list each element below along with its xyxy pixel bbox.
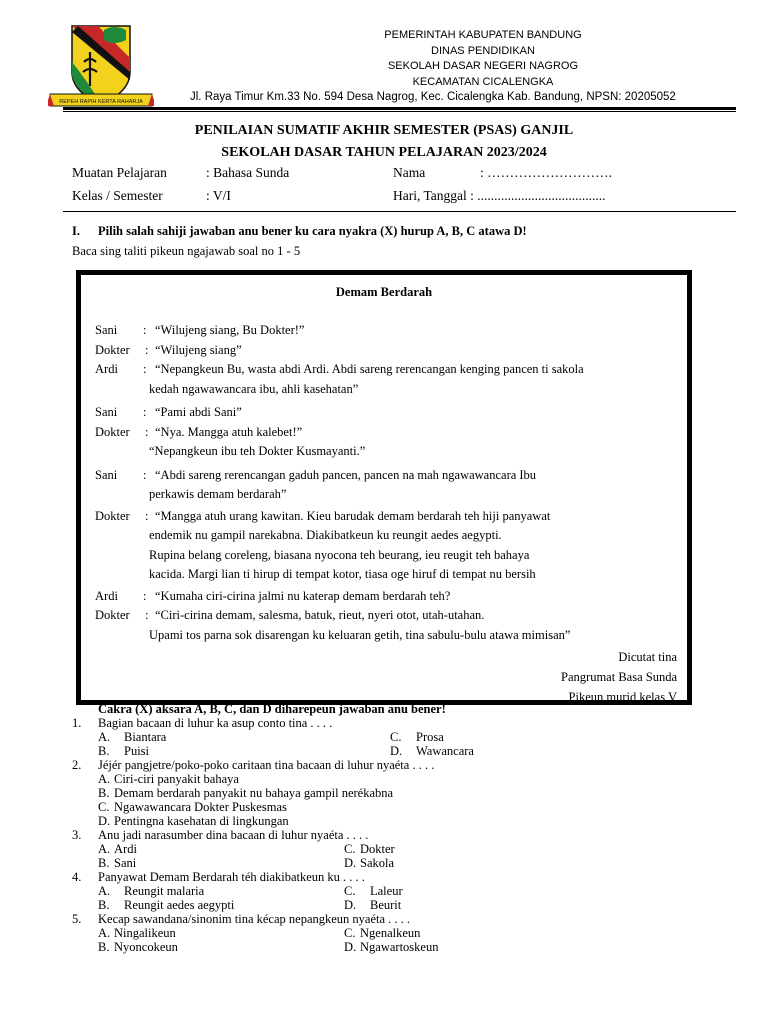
dialog-line: [95, 341, 675, 361]
option-text: Sakola: [360, 856, 395, 870]
question-prompt: Jéjér pangjetre/poko-poko caritaan tina bacaan di luhur nyaéta . . . .: [98, 758, 435, 772]
section-heading: [72, 224, 527, 239]
question-item: [72, 870, 712, 912]
answer-options: [72, 926, 712, 954]
answer-option[interactable]: [98, 926, 344, 940]
dialog-colon: :: [143, 362, 147, 376]
answer-option[interactable]: [98, 842, 344, 856]
answer-options: [72, 884, 712, 912]
question-number: 1.: [72, 716, 82, 730]
option-letter: A.: [98, 842, 111, 856]
option-letter: C.: [344, 884, 356, 898]
dialog-continuation: Rupina belang coreleng, biasana nyocona teh beurang, ieu reugit teh bahaya: [149, 547, 530, 562]
exam-title: PENILAIAN SUMATIF AKHIR SEMESTER (PSAS) GANJIL: [194, 123, 574, 138]
dialog-colon: :: [143, 405, 147, 419]
speaker-name: Sani: [95, 467, 118, 482]
letterhead-line-3: SEKOLAH DASAR NEGERI NAGROG: [387, 60, 579, 72]
subject-value: : Bahasa Sunda: [206, 165, 290, 180]
answer-option[interactable]: [344, 926, 544, 940]
option-text: Reungit aedes aegypti: [124, 898, 235, 912]
answer-option[interactable]: [98, 940, 344, 954]
dialog-line: [95, 606, 675, 626]
option-text: Reungit malaria: [124, 884, 205, 898]
option-letter: A.: [98, 772, 111, 786]
option-text: Prosa: [416, 730, 444, 744]
speaker-name: Sani: [95, 405, 118, 419]
date-field: Hari, Tanggal : ......................................: [393, 188, 606, 203]
option-text: Beurit: [370, 898, 402, 912]
dialog-colon: :: [143, 467, 147, 482]
question-text: [72, 828, 712, 842]
speaker-name: Dokter: [95, 508, 130, 523]
option-text: Demam berdarah panyakit nu bahaya gampil nerékabna: [114, 786, 394, 800]
option-letter: C.: [344, 842, 356, 856]
subject-label: Muatan Pelajaran: [72, 165, 167, 180]
dialog-colon: :: [145, 508, 149, 523]
question-number: 4.: [72, 870, 82, 884]
dialog-line: [95, 507, 675, 527]
option-letter: B.: [98, 856, 110, 870]
letterhead: [160, 28, 756, 105]
name-field: : ……………………….: [480, 165, 613, 180]
reading-source: [561, 647, 677, 705]
dialog-utterance: “Nya. Mangga atuh kalebet!”: [155, 424, 303, 439]
question-text: [72, 870, 712, 884]
option-text: Ngenalkeun: [360, 926, 421, 940]
answer-option[interactable]: [98, 814, 712, 828]
letterhead-line-1: PEMERINTAH KABUPATEN BANDUNG: [384, 29, 582, 41]
dialog-colon: :: [145, 424, 149, 439]
option-letter: A.: [98, 926, 111, 940]
source-line-2: Pangrumat Basa Sunda: [561, 670, 677, 684]
answer-option[interactable]: [98, 898, 344, 912]
exam-subtitle: SEKOLAH DASAR TAHUN PELAJARAN 2023/2024: [221, 145, 547, 160]
answer-option[interactable]: [344, 842, 544, 856]
question-number: 2.: [72, 758, 82, 772]
dialog-line: [95, 466, 675, 486]
speaker-name: Ardi: [95, 588, 118, 603]
option-letter: D.: [344, 898, 357, 912]
answer-option[interactable]: [98, 786, 712, 800]
source-line-1: Dicutat tina: [618, 650, 677, 664]
option-letter: B.: [98, 940, 110, 954]
dialog-colon: :: [143, 323, 147, 337]
kabupaten-bandung-logo: [48, 22, 154, 110]
letterhead-line-2: DINAS PENDIDIKAN: [431, 44, 535, 57]
option-text: Biantara: [124, 730, 167, 744]
dialog-continuation: “Nepangkeun ibu teh Dokter Kusmayanti.”: [149, 444, 366, 458]
question-text: [72, 758, 712, 772]
answer-option[interactable]: [390, 730, 590, 744]
option-text: Ngawartoskeun: [360, 940, 439, 954]
dialog-utterance: “Wilujeng siang, Bu Dokter!”: [155, 323, 305, 337]
class-value: : V/I: [206, 188, 231, 203]
dialog-colon: :: [143, 588, 147, 603]
option-letter: B.: [98, 744, 110, 758]
option-text: Wawancara: [416, 744, 474, 758]
option-text: Ningalikeun: [114, 926, 176, 940]
dialog-continuation: endemik nu gampil narekabna. Diakibatkeun ku reungit aedes aegypti.: [149, 528, 502, 542]
dialog-utterance: “Mangga atuh urang kawitan. Kieu barudak demam berdarah teh hiji panyawat: [155, 508, 551, 523]
header-divider: [63, 107, 736, 110]
option-letter: C.: [98, 800, 110, 814]
speaker-name: Dokter: [95, 342, 130, 357]
question-item: [72, 758, 712, 828]
letterhead-address: Jl. Raya Timur Km.33 No. 594 Desa Nagrog, Kec. Cicalengka Kab. Bandung, NPSN: 20205052: [190, 91, 676, 103]
reading-title: Demam Berdarah: [335, 285, 433, 299]
option-letter: B.: [98, 786, 110, 800]
dialog: [95, 321, 675, 645]
question-text: [72, 716, 712, 730]
name-label: Nama: [393, 165, 426, 180]
dialog-line: [95, 403, 675, 423]
dialog-line: [95, 321, 675, 341]
question-prompt: Bagian bacaan di luhur ka asup conto tina . . . .: [98, 716, 333, 730]
question-prompt: Anu jadi narasumber dina bacaan di luhur nyaéta . . . .: [98, 828, 369, 842]
speaker-name: Sani: [95, 323, 118, 337]
option-letter: D.: [390, 744, 403, 758]
answer-option[interactable]: [344, 940, 544, 954]
answer-option[interactable]: [98, 856, 344, 870]
question-item: [72, 912, 712, 954]
option-letter: C.: [390, 730, 402, 744]
dialog-utterance: “Wilujeng siang”: [155, 342, 242, 357]
answer-options: [72, 730, 712, 758]
option-text: Nyoncokeun: [114, 940, 178, 954]
option-text: Pentingna kasehatan di lingkungan: [114, 814, 289, 828]
answer-options: [72, 772, 712, 828]
answer-option[interactable]: [344, 856, 544, 870]
answer-options: [72, 842, 712, 870]
dialog-continuation: kedah ngawawancara ibu, ahli kasehatan”: [149, 381, 359, 396]
answer-option[interactable]: [390, 744, 590, 758]
meta-divider: [63, 211, 736, 212]
option-letter: A.: [98, 730, 111, 744]
logo-motto: REPEH RAPIH KERTA RAHARJA: [59, 99, 143, 105]
answer-option[interactable]: [344, 884, 544, 898]
header-divider-thin: [63, 111, 736, 112]
questions-instruction: Cakra (X) aksara A, B, C, dan D diharepeun jawaban anu bener!: [98, 702, 446, 716]
option-text: Puisi: [124, 744, 150, 758]
answer-option[interactable]: [98, 884, 344, 898]
speaker-name: Dokter: [95, 424, 130, 439]
dialog-line: [95, 587, 675, 607]
question-number: 3.: [72, 828, 82, 842]
option-letter: C.: [344, 926, 356, 940]
option-letter: A.: [98, 884, 111, 898]
question-prompt: Kecap sawandana/sinonim tina kécap nepangkeun nyaéta . . . .: [98, 912, 411, 926]
dialog-colon: :: [145, 342, 149, 357]
dialog-line: [95, 423, 675, 443]
option-text: Ardi: [114, 842, 137, 856]
answer-option[interactable]: [98, 800, 712, 814]
question-number: 5.: [72, 912, 82, 926]
option-text: Laleur: [370, 884, 403, 898]
dialog-utterance: “Nepangkeun Bu, wasta abdi Ardi. Abdi sareng rerencangan kenging pancen ti sakola: [155, 362, 584, 376]
reading-passage-box: [76, 270, 692, 705]
option-letter: D.: [344, 940, 357, 954]
question-text: [72, 912, 712, 926]
option-text: Ciri-ciri panyakit bahaya: [114, 772, 239, 786]
dialog-utterance: “Abdi sareng rerencangan gaduh pancen, pancen na mah ngawawancara Ibu: [155, 467, 537, 482]
answer-option[interactable]: [98, 772, 712, 786]
option-text: Sani: [114, 856, 137, 870]
answer-option[interactable]: [344, 898, 544, 912]
option-text: Ngawawancara Dokter Puskesmas: [114, 800, 287, 814]
dialog-line: [95, 360, 675, 380]
dialog-continuation: perkawis demam berdarah”: [149, 487, 287, 501]
dialog-colon: :: [145, 608, 149, 622]
option-text: Dokter: [360, 842, 395, 856]
class-label: Kelas / Semester: [72, 188, 163, 203]
dialog-utterance: “Ciri-cirina demam, salesma, batuk, rieut, nyeri otot, utah-utahan.: [155, 608, 485, 622]
question-item: [72, 828, 712, 870]
section-number: I.: [72, 224, 80, 238]
source-line-3: Pikeun murid kelas V: [568, 690, 677, 704]
answer-option[interactable]: [98, 744, 390, 758]
question-list: [72, 716, 712, 954]
speaker-name: Dokter: [95, 608, 130, 622]
option-letter: D.: [98, 814, 111, 828]
option-letter: D.: [344, 856, 357, 870]
question-prompt: Panyawat Demam Berdarah téh diakibatkeun ku . . . .: [98, 870, 365, 884]
letterhead-line-4: KECAMATAN CICALENGKA: [412, 75, 554, 88]
question-item: [72, 716, 712, 758]
option-letter: B.: [98, 898, 110, 912]
dialog-continuation: kacida. Margi lian ti hirup di tempat kotor, tiasa oge hiruf di tempat nu bersih: [149, 567, 536, 581]
dialog-utterance: “Kumaha ciri-cirina jalmi nu katerap demam berdarah teh?: [155, 588, 451, 603]
speaker-name: Ardi: [95, 362, 118, 376]
answer-option[interactable]: [98, 730, 390, 744]
dialog-continuation: Upami tos parna sok disarengan ku keluaran getih, tina sabulu-bulu atawa mimisan”: [149, 627, 571, 642]
dialog-utterance: “Pami abdi Sani”: [155, 405, 242, 419]
section-heading-text: Pilih salah sahiji jawaban anu bener ku cara nyakra (X) hurup A, B, C atawa D!: [98, 224, 527, 238]
reading-instruction: Baca sing taliti pikeun ngajawab soal no 1 - 5: [72, 244, 301, 258]
